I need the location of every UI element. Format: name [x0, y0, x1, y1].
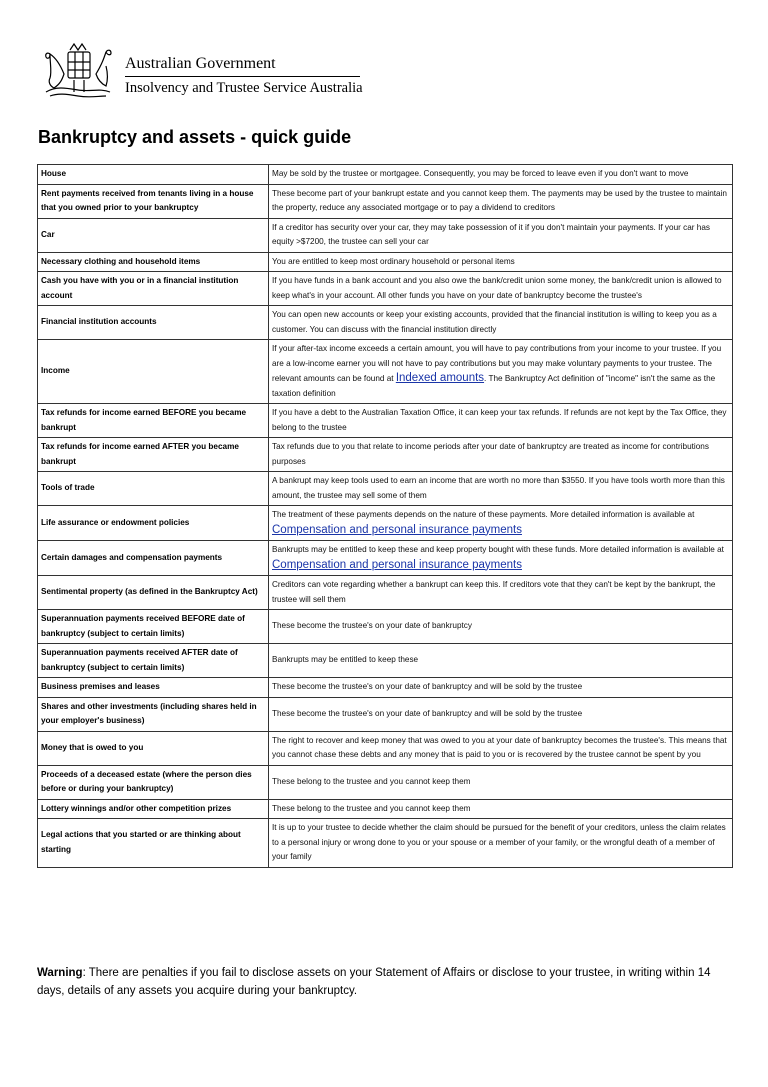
treatment-text: These belong to the trustee and you cannot keep them	[272, 776, 471, 786]
asset-treatment	[269, 610, 733, 644]
treatment-text: The treatment of these payments depends on the nature of these payments. More detailed information is available at	[272, 510, 695, 519]
table-row	[38, 438, 733, 472]
header	[40, 40, 370, 104]
table-row	[38, 678, 733, 698]
asset-item: Business premises and leases	[38, 678, 269, 698]
table-row	[38, 576, 733, 610]
asset-treatment	[269, 819, 733, 868]
asset-item: Superannuation payments received BEFORE date of bankruptcy (subject to certain limits)	[38, 610, 269, 644]
asset-treatment	[269, 438, 733, 472]
treatment-text: Creditors can vote regarding whether a bankrupt can keep this. If creditors vote that they can't be kept by the bankrupt, the trustee will sell them	[272, 580, 716, 604]
treatment-text: These become the trustee's on your date of bankruptcy	[272, 621, 472, 631]
treatment-text: You are entitled to keep most ordinary household or personal items	[272, 256, 515, 266]
asset-item: Tax refunds for income earned BEFORE you became bankrupt	[38, 404, 269, 438]
reference-link[interactable]: Indexed amounts	[395, 372, 485, 384]
treatment-text: It is up to your trustee to decide whether the claim should be pursued for the benefit of your creditors, unless the claim relates to a personal injury or wrong done to you or your spouse or a member of your family, or the wrongful death of a member of your family	[272, 823, 726, 861]
asset-item: Money that is owed to you	[38, 731, 269, 765]
table-row	[38, 272, 733, 306]
page-title: Bankruptcy and assets - quick guide	[38, 127, 352, 147]
asset-treatment	[269, 340, 733, 404]
table-row	[38, 731, 733, 765]
treatment-text: Bankrupts may be entitled to keep these	[272, 655, 419, 665]
government-name: Australian Government	[125, 55, 276, 72]
agency-name: Insolvency and Trustee Service Australia	[125, 80, 363, 96]
table-row	[38, 184, 733, 218]
table-row	[38, 404, 733, 438]
asset-treatment	[269, 697, 733, 731]
asset-item: Certain damages and compensation payments	[38, 541, 269, 576]
asset-treatment	[269, 472, 733, 506]
table-row	[38, 644, 733, 678]
table-row	[38, 506, 733, 541]
reference-link[interactable]: Compensation and personal insurance payments	[272, 558, 522, 571]
table-row	[38, 218, 733, 252]
asset-item: Rent payments received from tenants living in a house that you owned prior to your bankruptcy	[38, 184, 269, 218]
treatment-text: Tax refunds due to you that relate to income periods after your date of bankruptcy are treated as income for contributions purposes	[272, 442, 709, 466]
asset-item: Financial institution accounts	[38, 306, 269, 340]
asset-treatment	[269, 404, 733, 438]
warning-label: Warning	[37, 967, 83, 979]
table-row	[38, 765, 733, 799]
warning-text: : There are penalties if you fail to disclose assets on your Statement of Affairs or disclose to your trustee, in writing within 14 days, details of any assets you acquire during your bankruptcy.	[37, 967, 711, 997]
table-row	[38, 819, 733, 868]
asset-treatment	[269, 506, 733, 541]
treatment-text: These belong to the trustee and you cannot keep them	[272, 803, 471, 813]
asset-item: Car	[38, 218, 269, 252]
table-row	[38, 306, 733, 340]
asset-treatment	[269, 184, 733, 218]
asset-item: Income	[38, 340, 269, 404]
treatment-text: These become the trustee's on your date of bankruptcy and will be sold by the trustee	[272, 682, 583, 691]
asset-treatment	[269, 218, 733, 252]
asset-item: Lottery winnings and/or other competition prizes	[38, 799, 269, 819]
table-row	[38, 799, 733, 819]
treatment-text: If a creditor has security over your car, they may take possession of it if you don't maintain your payments. If your car has equity >$7200, the trustee can sell your car	[272, 222, 710, 246]
treatment-text: The right to recover and keep money that was owed to you at your date of bankruptcy becomes the trustee's. This means that you cannot chase these debts and any money that is paid to you or is recovered by the trustee cannot be spent by you	[272, 735, 727, 759]
treatment-text: You can open new accounts or keep your existing accounts, provided that the financial institution is willing to keep you as a customer. You can discuss with the financial institution directly	[272, 310, 717, 334]
asset-treatment	[269, 799, 733, 819]
asset-item: Superannuation payments received AFTER date of bankruptcy (subject to certain limits)	[38, 644, 269, 678]
table-row	[38, 340, 733, 404]
asset-item: Proceeds of a deceased estate (where the person dies before or during your bankruptcy)	[38, 765, 269, 799]
asset-treatment	[269, 644, 733, 678]
table-row	[38, 610, 733, 644]
asset-treatment	[269, 306, 733, 340]
table-row	[38, 472, 733, 506]
table-row	[38, 252, 733, 272]
table-row	[38, 541, 733, 576]
treatment-text: These become the trustee's on your date of bankruptcy and will be sold by the trustee	[272, 708, 583, 718]
treatment-text: If your after-tax income exceeds a certain amount, you will have to pay contributions from your income to your trustee. If you are a low-income earner you will not have to pay contributions but you may make voluntary payments to your trustee. The relevant amounts can be found at	[272, 344, 722, 383]
treatment-text-after-link: . The Bankruptcy Act definition of "income" isn't the same as the taxation definition	[272, 374, 716, 398]
header-divider	[125, 76, 360, 77]
treatment-text: Bankrupts may be entitled to keep these and keep property bought with these funds. More detailed information is available at	[272, 545, 724, 554]
treatment-text: A bankrupt may keep tools used to earn an income that are worth no more than $3550. If you have tools worth more than this amount, the trustee may sell some of them	[272, 476, 725, 500]
asset-item: Sentimental property (as defined in the Bankruptcy Act)	[38, 576, 269, 610]
asset-treatment	[269, 272, 733, 306]
asset-treatment	[269, 165, 733, 185]
table-row	[38, 165, 733, 185]
asset-treatment	[269, 678, 733, 698]
asset-treatment	[269, 576, 733, 610]
treatment-text: If you have funds in a bank account and you also owe the bank/credit union some money, the bank/credit union is allowed to keep what's in your account. All other funds you have on your date of bankruptcy become the trustee's	[272, 276, 722, 300]
asset-item: Tax refunds for income earned AFTER you became bankrupt	[38, 438, 269, 472]
asset-treatment	[269, 731, 733, 765]
asset-item: House	[38, 165, 269, 185]
asset-treatment	[269, 765, 733, 799]
asset-item: Cash you have with you or in a financial institution account	[38, 272, 269, 306]
asset-item: Tools of trade	[38, 472, 269, 506]
asset-item: Life assurance or endowment policies	[38, 506, 269, 541]
treatment-text: These become part of your bankrupt estate and you cannot keep them. The payments may be used by the trustee to maintain the property, reduce any associated mortgage or to pay a dividend to creditors	[272, 188, 727, 212]
treatment-text: May be sold by the trustee or mortgagee. Consequently, you may be forced to leave even if you don't want to move	[272, 169, 689, 178]
asset-item: Shares and other investments (including shares held in your employer's business)	[38, 697, 269, 731]
asset-treatment	[269, 541, 733, 576]
assets-guide-table	[37, 164, 733, 868]
asset-treatment	[269, 252, 733, 272]
asset-item: Legal actions that you started or are thinking about starting	[38, 819, 269, 868]
reference-link[interactable]: Compensation and personal insurance payments	[272, 523, 522, 536]
asset-item: Necessary clothing and household items	[38, 252, 269, 272]
warning-note	[37, 964, 733, 1000]
table-row	[38, 697, 733, 731]
treatment-text: If you have a debt to the Australian Taxation Office, it can keep your tax refunds. If refunds are not kept by the Tax Office, they belong to the trustee	[272, 408, 727, 432]
coat-of-arms-logo	[40, 40, 116, 102]
